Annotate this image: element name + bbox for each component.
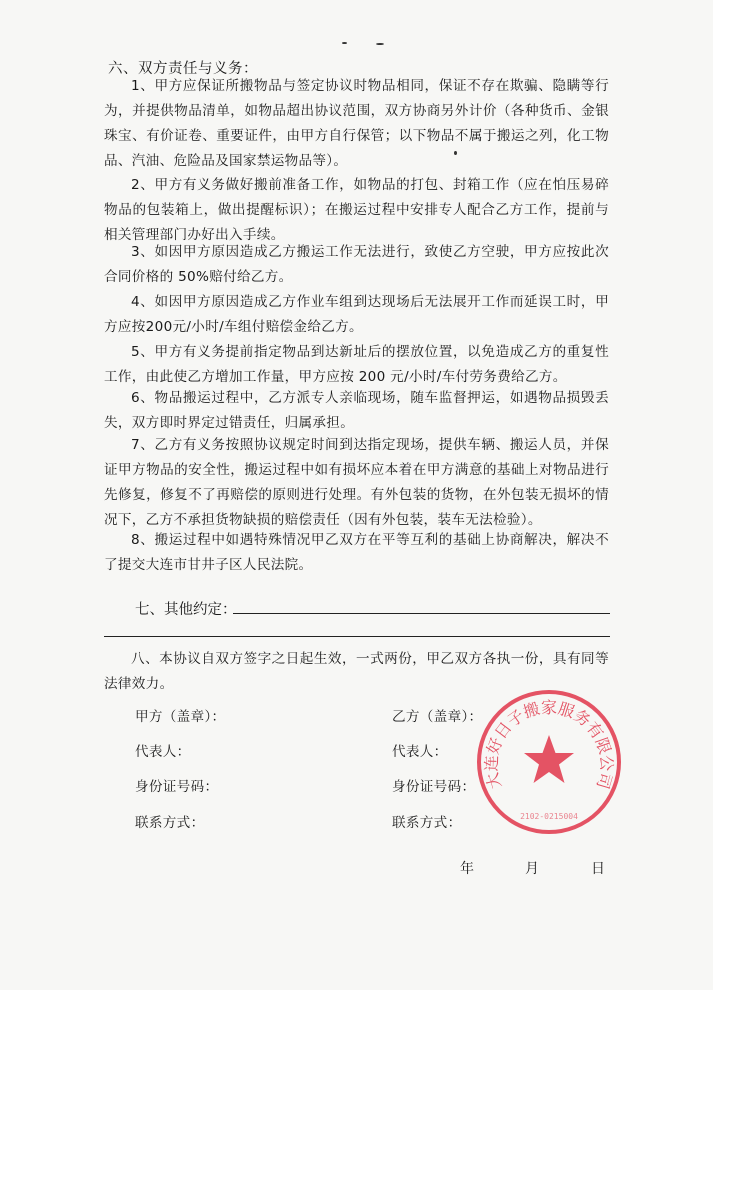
- party-a-seal-label: 甲方（盖章）：: [135, 709, 226, 725]
- section-7-label: 七、其他约定：: [135, 602, 237, 618]
- clause-8: 8、搬运过程中如遇特殊情况甲乙双方在平等互利的基础上协商解决，解决不了提交大连市甘井子区人民法院。: [104, 532, 609, 573]
- company-seal-stamp: [474, 687, 624, 837]
- clause-1: 1、甲方应保证所搬物品与签定协议时物品相同，保证不存在欺骗、隐瞒等行为，并提供物品清单，如物品超出协议范围，双方协商另外计价（各种货币、金银珠宝、有价证卷、重要证件，由甲方自行保管；以下物品不属于搬运之列，化工物品、汽油、危险品及国家禁运物品等）。: [104, 78, 609, 169]
- section-6-title: 六、双方责任与义务：: [108, 61, 258, 77]
- clause-2: 2、甲方有义务做好搬前准备工作，如物品的打包、封箱工作（应在怕压易碎物品的包装箱上，做出提醒标识）；在搬运过程中安排专人配合乙方工作，提前与相关管理部门办好出入手续。: [104, 177, 609, 243]
- clause-3: 3、如因甲方原因造成乙方搬运工作无法进行，致使乙方空驶，甲方应按此次合同价格的 50%赔付给乙方。: [104, 244, 609, 285]
- scan-speck: [342, 42, 347, 44]
- other-terms-blank-line-2: [104, 636, 610, 637]
- scan-speck: [376, 43, 384, 45]
- seal-company-name: 大连好日子搬家服务有限公司: [481, 697, 617, 792]
- clause-7: 7、乙方有义务按照协议规定时间到达指定现场，提供车辆、搬运人员，并保证甲方物品的安全性，搬运过程中如有损坏应本着在甲方满意的基础上对物品进行先修复，修复不了再赔偿的原则进行处理。有外包装的货物，在外包装无损坏的情况下，乙方不承担货物缺损的赔偿责任（因有外包装，装车无法检验）。: [104, 437, 609, 528]
- clause-6: 6、物品搬运过程中，乙方派专人亲临现场，随车监督押运，如遇物品损毁丢失，双方即时界定过错责任，归属承担。: [104, 390, 609, 431]
- party-b-representative-label: 代表人：: [392, 744, 448, 760]
- party-a-id-label: 身份证号码：: [135, 779, 219, 795]
- other-terms-blank-line: [233, 613, 610, 614]
- party-b-seal-label: 乙方（盖章）：: [392, 709, 483, 725]
- party-a-representative-label: 代表人：: [135, 744, 191, 760]
- date-year: 年: [460, 861, 474, 877]
- party-b-id-label: 身份证号码：: [392, 779, 476, 795]
- date-day: 日: [591, 861, 605, 877]
- party-a-contact-label: 联系方式：: [135, 815, 205, 831]
- clause-4: 4、如因甲方原因造成乙方作业车组到达现场后无法展开工作而延误工时，甲方应按200元/小时/车组付赔偿金给乙方。: [104, 294, 609, 335]
- date-month: 月: [525, 861, 539, 877]
- party-b-contact-label: 联系方式：: [392, 815, 462, 831]
- seal-number: 2102-0215004: [520, 812, 578, 821]
- section-8-text: 八、本协议自双方签字之日起生效，一式两份，甲乙双方各执一份，具有同等法律效力。: [104, 651, 609, 692]
- clause-5: 5、甲方有义务提前指定物品到达新址后的摆放位置，以免造成乙方的重复性工作，由此使乙方增加工作量，甲方应按 200 元/小时/车付劳务费给乙方。: [104, 344, 609, 385]
